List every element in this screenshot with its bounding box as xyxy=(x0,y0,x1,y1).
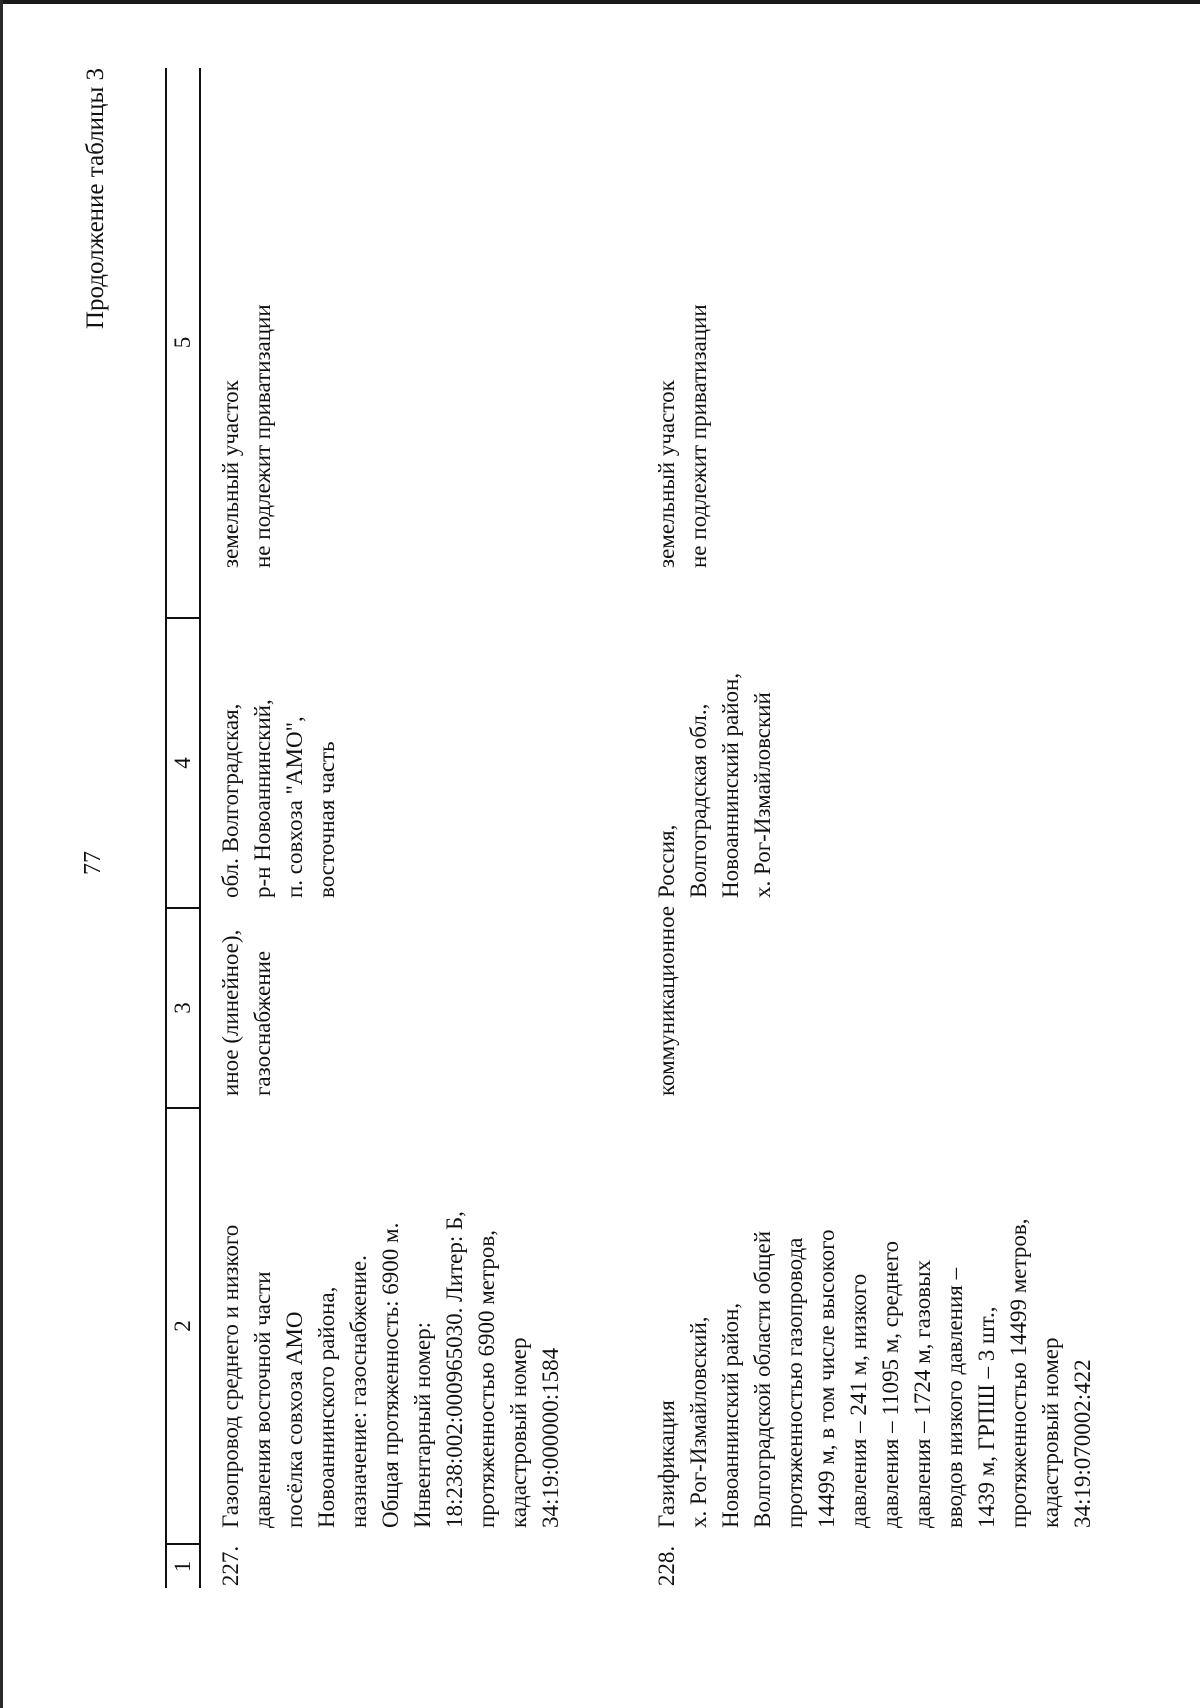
page-number: 77 xyxy=(80,851,106,875)
object-note: земельный участок не подлежит приватизации xyxy=(654,304,711,568)
column-header-1: 1 xyxy=(166,1544,200,1588)
object-address: Россия, Волгоградская обл., Новоаннинский район, х. Рог-Измайловский xyxy=(654,672,775,898)
object-type-cell xyxy=(200,908,635,1108)
table-row xyxy=(635,68,1119,1588)
object-address: обл. Волгоградская, р-н Новоаннинский, п. совхоза "АМО", восточная часть xyxy=(218,699,339,898)
column-header-5: 5 xyxy=(166,68,200,618)
object-description-cell xyxy=(200,1108,635,1544)
object-address-cell xyxy=(635,618,1119,908)
object-address-cell xyxy=(200,618,635,908)
property-register-table xyxy=(165,68,1119,1588)
column-header-3: 3 xyxy=(166,908,200,1108)
table-continuation-label: Продолжение таблицы 3 xyxy=(82,68,109,330)
object-type-cell xyxy=(635,905,1119,1108)
object-note: земельный участок не подлежит приватизации xyxy=(218,304,275,568)
table-header-row xyxy=(166,68,200,1588)
object-note-cell xyxy=(200,68,635,618)
object-description: Газопровод среднего и низкого давления восточной части посёлка совхоза АМО Новоаннинского района, назначение: газоснабжение. Общая протяженность: 6900 м. Инвентарный номер: 18:238:002:000965030. Литер: Б, протяженностью 6900 метров, кадастровый номер 34:19:000000:1584 xyxy=(218,1211,563,1528)
column-header-2: 2 xyxy=(166,1108,200,1544)
object-type: коммуникационное xyxy=(654,905,679,1096)
row-number: 228. xyxy=(654,1545,679,1587)
object-description-cell xyxy=(635,1108,1119,1544)
row-number: 227. xyxy=(218,1545,243,1587)
column-header-4: 4 xyxy=(166,618,200,908)
object-description: Газификация х. Рог-Измайловский, Новоаннинский район, Волгоградской области общей протяженностью газопровода 14499 м, в том числе высокого давления – 241 м, низкого давления – 11095 м, среднего давления – 1724 м, газовых вводов низкого давления – 1439 м, ГРПШ – 3 шт., протяженностью 14499 метров, кадастровый номер 34:19:070002:422 xyxy=(654,1218,1095,1528)
table-row xyxy=(200,68,635,1588)
object-type: иное (линейное), газоснабжение xyxy=(218,929,275,1096)
object-note-cell xyxy=(635,68,1119,618)
